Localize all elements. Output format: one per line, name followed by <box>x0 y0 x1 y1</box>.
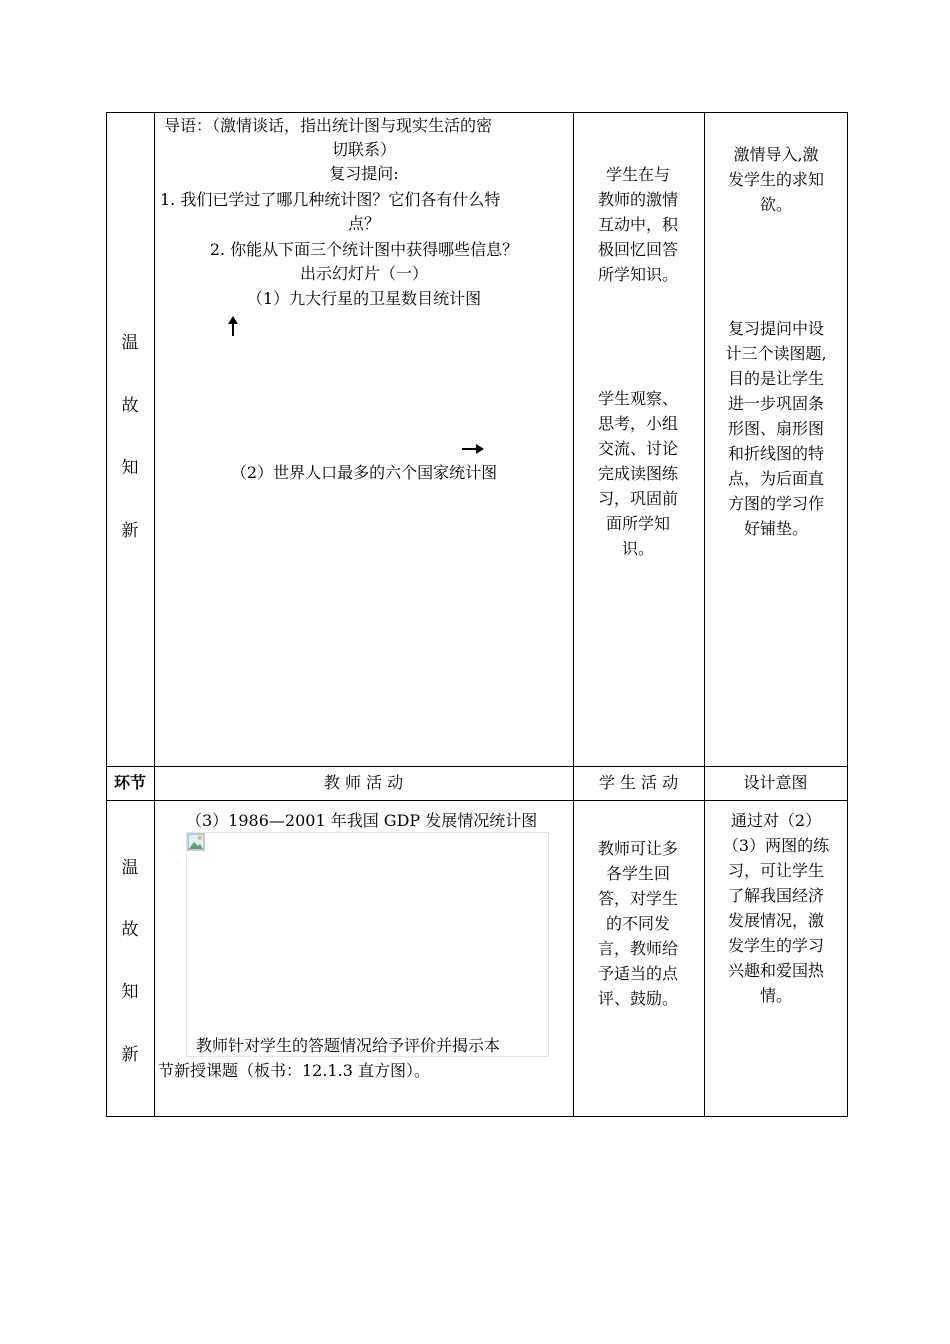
section-label-char: 新 <box>121 1045 139 1065</box>
text-line: 言，教师给 <box>597 939 678 958</box>
text-line: 答，对学生 <box>597 889 678 908</box>
question-2: 2. 你能从下面三个统计图中获得哪些信息？ <box>209 240 519 259</box>
text-line: 面所学知 <box>605 514 670 533</box>
text-line: 方图的学习作 <box>727 494 824 513</box>
text-line: 的不同发 <box>605 914 670 933</box>
design-intent-block-2 <box>710 316 842 541</box>
text-line: 交流、讨论 <box>597 439 678 458</box>
text-line: 极回忆回答 <box>597 240 678 259</box>
text-line: 激情导入,激 <box>733 145 819 164</box>
table-border-top <box>106 112 848 113</box>
chart-2-title: （2）世界人口最多的六个国家统计图 <box>230 463 498 482</box>
text-line: 发学生的求知 <box>727 170 824 189</box>
arrow-right-icon <box>462 448 478 450</box>
column-divider-1 <box>154 112 155 1117</box>
text-line: 进一步巩固条 <box>727 394 824 413</box>
design-intent-block-1 <box>710 142 842 217</box>
text-line: 和折线图的特 <box>727 444 824 463</box>
text-line: 习，可让学生 <box>727 861 824 880</box>
header-section: 环节 <box>113 773 146 792</box>
text-line: 所学知识。 <box>597 265 678 284</box>
broken-image-icon <box>187 833 205 851</box>
text-line: 好铺垫。 <box>743 519 808 538</box>
column-divider-3 <box>704 112 705 1117</box>
text-line: 教师的激情 <box>597 190 678 209</box>
design-intent-block-3 <box>710 808 842 1008</box>
slide-label: 出示幻灯片（一） <box>299 264 428 283</box>
text-line: 发学生的学习 <box>727 936 824 955</box>
header-teacher-activity: 教 师 活 动 <box>323 773 404 792</box>
text-line: 教师可让多 <box>597 839 678 858</box>
text-line: 各学生回 <box>605 864 670 883</box>
chart-1-title: （1）九大行星的卫星数目统计图 <box>246 289 482 308</box>
text-line: 复习提问中设 <box>727 319 824 338</box>
header-design-intent: 设计意图 <box>743 773 808 792</box>
chart-3-title: （3）1986—2001 年我国 GDP 发展情况统计图 <box>186 811 538 830</box>
text-line: 互动中，积 <box>597 215 678 234</box>
header-student-activity: 学 生 活 动 <box>598 773 679 792</box>
table-border-left <box>106 112 107 1117</box>
text-line: 发展情况，激 <box>727 911 824 930</box>
teacher-note-line-1: 教师针对学生的答题情况给予评价并揭示本 <box>196 1036 501 1055</box>
text-line: 目的是让学生 <box>727 369 824 388</box>
text-line: 学生观察、 <box>597 389 678 408</box>
header-row-bottom-border <box>106 800 848 801</box>
text-line: 完成读图练 <box>597 464 678 483</box>
column-divider-2 <box>573 112 574 1117</box>
student-activity-block-2 <box>578 386 698 561</box>
table-border-bottom <box>106 1116 848 1117</box>
text-line: 评、鼓励。 <box>597 989 678 1008</box>
section-label-char: 知 <box>121 982 139 1002</box>
lesson-plan-table <box>106 112 848 1117</box>
text-line: 兴趣和爱国热 <box>727 961 824 980</box>
text-line: 情。 <box>759 986 792 1005</box>
section-label-char: 温 <box>121 333 139 353</box>
section-label-char: 新 <box>121 521 139 541</box>
text-line: 识。 <box>621 539 654 558</box>
text-line: 计三个读图题, <box>725 344 827 363</box>
student-activity-block-3 <box>578 836 698 1011</box>
text-line: 形图、扇形图 <box>727 419 824 438</box>
section-label-char: 温 <box>121 858 139 878</box>
question-1-line-1: 1. 我们已学过了哪几种统计图？它们各有什么特 <box>160 190 501 209</box>
text-line: 学生在与 <box>605 165 670 184</box>
arrow-up-icon <box>232 318 234 336</box>
text-line: （3）两图的练 <box>722 836 830 855</box>
table-border-right <box>847 112 848 1117</box>
intro-line-1: 导语：（激情谈话，指出统计图与现实生活的密 <box>164 116 493 135</box>
text-line: 了解我国经济 <box>727 886 824 905</box>
intro-line-2: 切联系） <box>331 140 396 159</box>
text-line: 予适当的点 <box>597 964 678 983</box>
text-line: 通过对（2） <box>730 811 822 830</box>
section-label-char: 知 <box>121 458 139 478</box>
text-line: 思考，小组 <box>597 414 678 433</box>
text-line: 欲。 <box>759 195 792 214</box>
section-label-char: 故 <box>121 920 139 940</box>
question-1-line-2: 点？ <box>347 214 380 233</box>
gdp-chart-image-placeholder <box>186 832 549 1057</box>
text-line: 点，为后面直 <box>727 469 824 488</box>
text-line: 习，巩固前 <box>597 489 678 508</box>
teacher-note-line-2: 节新授课题（板书：12.1.3 直方图）。 <box>158 1061 430 1080</box>
review-heading: 复习提问: <box>329 164 399 183</box>
student-activity-block-1 <box>578 162 698 287</box>
section-label-char: 故 <box>121 396 139 416</box>
